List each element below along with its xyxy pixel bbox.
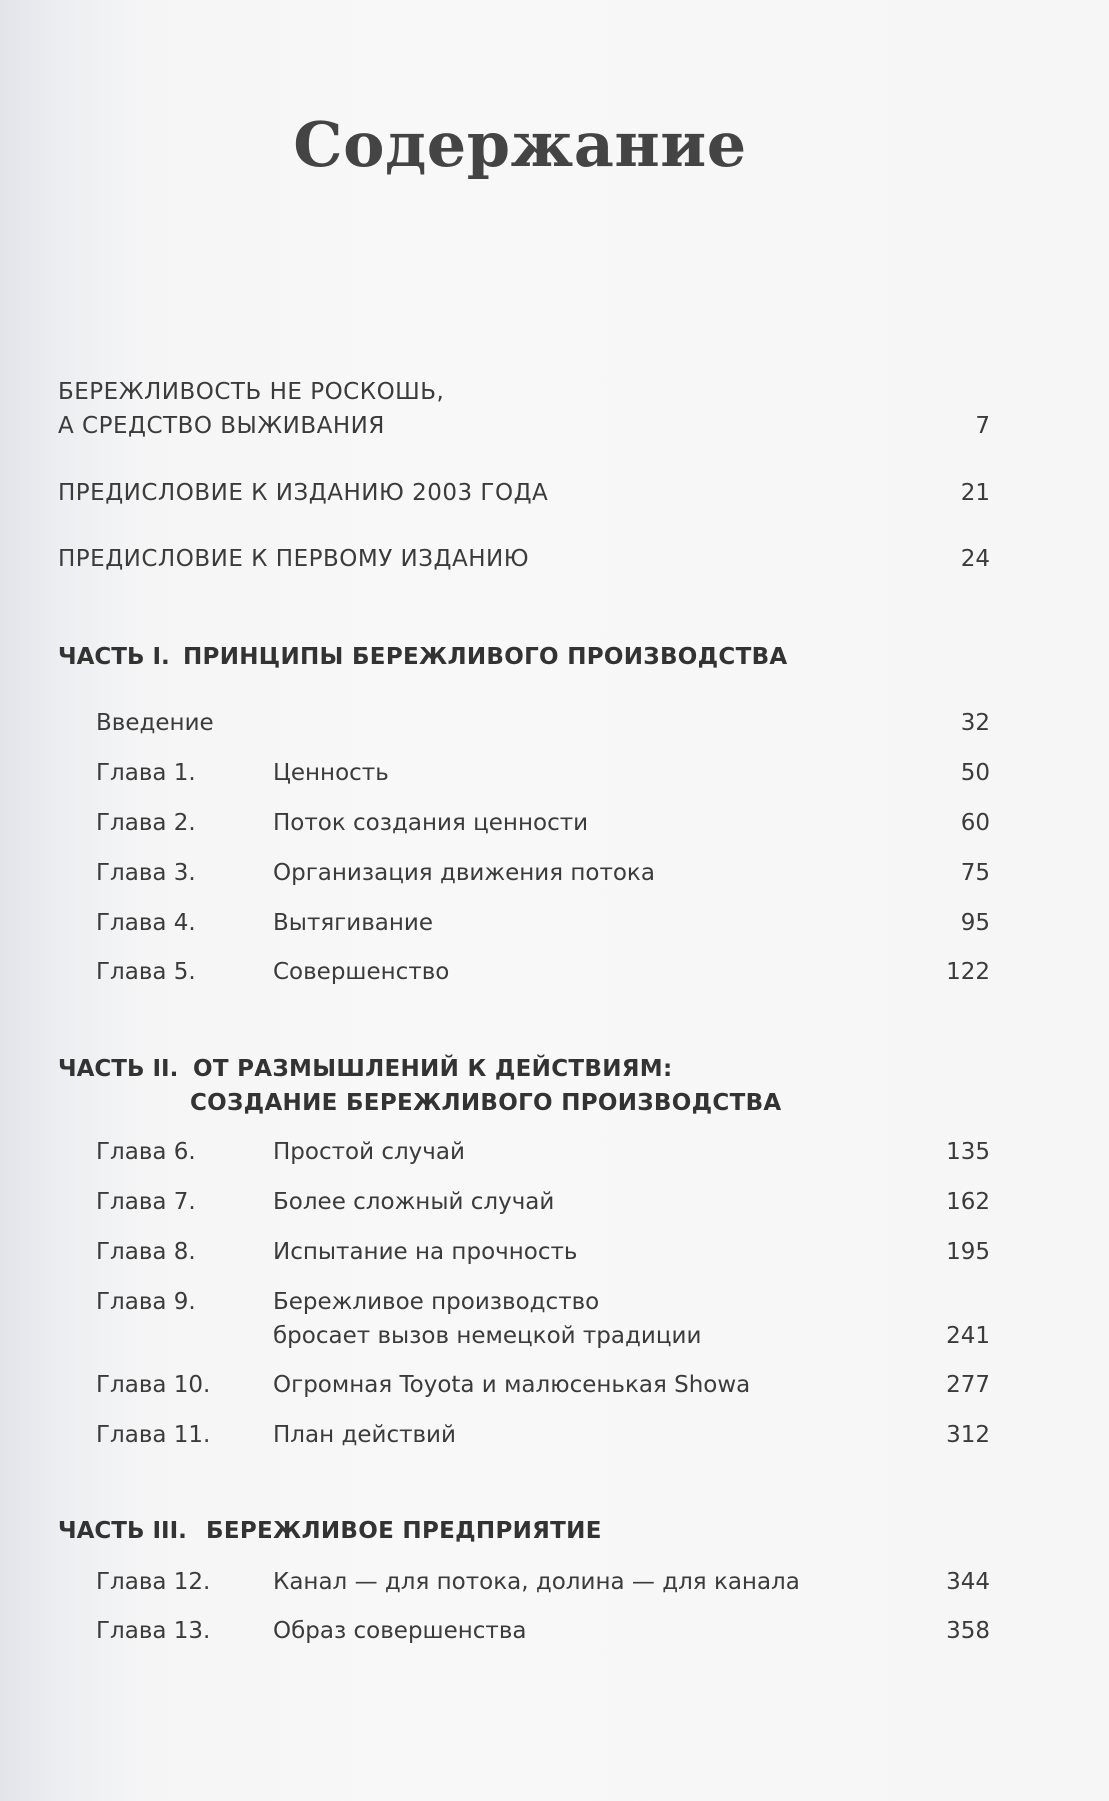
page-number: 135 <box>946 1139 990 1165</box>
chapter-number: Глава 10. <box>96 1372 211 1398</box>
chapter-number: Глава 12. <box>96 1569 211 1595</box>
chapter-title: Более сложный случай <box>273 1189 555 1215</box>
page-number: 7 <box>975 413 990 439</box>
page-number: 122 <box>946 959 990 985</box>
chapter-title: Образ совершенства <box>273 1618 527 1644</box>
page-number: 24 <box>960 546 990 572</box>
page-number: 312 <box>946 1422 990 1448</box>
chapter-number: Глава 5. <box>96 959 196 985</box>
chapter-title: Простой случай <box>273 1139 465 1165</box>
chapter-number: Введение <box>96 710 214 736</box>
chapter-title: Канал — для потока, долина — для канала <box>273 1569 800 1595</box>
page-number: 241 <box>946 1323 990 1349</box>
part-title: ОТ РАЗМЫШЛЕНИЙ К ДЕЙСТВИЯМ: <box>193 1056 673 1082</box>
chapter-title: Совершенство <box>273 959 450 985</box>
page-number: 32 <box>960 710 990 736</box>
part-title: СОЗДАНИЕ БЕРЕЖЛИВОГО ПРОИЗВОДСТВА <box>190 1090 782 1116</box>
chapter-number: Глава 4. <box>96 910 196 936</box>
chapter-number: Глава 11. <box>96 1422 211 1448</box>
chapter-title: Поток создания ценности <box>273 810 589 836</box>
chapter-number: Глава 8. <box>96 1239 196 1265</box>
chapter-number: Глава 2. <box>96 810 196 836</box>
chapter-title: Испытание на прочность <box>273 1239 578 1265</box>
chapter-title: Огромная Toyota и малюсенькая Showa <box>273 1372 751 1398</box>
part-label: ЧАСТЬ III. <box>58 1518 187 1544</box>
page-number: 162 <box>946 1189 990 1215</box>
front-entry-title: ПРЕДИСЛОВИЕ К ПЕРВОМУ ИЗДАНИЮ <box>58 546 530 572</box>
page-number: 60 <box>960 810 990 836</box>
part-label: ЧАСТЬ I. <box>58 644 170 670</box>
page-number: 50 <box>960 760 990 786</box>
chapter-title: Бережливое производство <box>273 1289 600 1315</box>
chapter-title: План действий <box>273 1422 456 1448</box>
chapter-number: Глава 7. <box>96 1189 196 1215</box>
chapter-title: Вытягивание <box>273 910 433 936</box>
part-title: ПРИНЦИПЫ БЕРЕЖЛИВОГО ПРОИЗВОДСТВА <box>183 644 788 670</box>
front-entry-title: А СРЕДСТВО ВЫЖИВАНИЯ <box>58 413 385 439</box>
chapter-number: Глава 1. <box>96 760 196 786</box>
chapter-title: Организация движения потока <box>273 860 655 886</box>
chapter-title: Ценность <box>273 760 389 786</box>
page-title: Содержание <box>293 108 747 181</box>
part-label: ЧАСТЬ II. <box>58 1056 179 1082</box>
chapter-number: Глава 6. <box>96 1139 196 1165</box>
chapter-number: Глава 3. <box>96 860 196 886</box>
page-number: 358 <box>946 1618 990 1644</box>
front-entry-title: ПРЕДИСЛОВИЕ К ИЗДАНИЮ 2003 ГОДА <box>58 480 549 506</box>
page-number: 95 <box>960 910 990 936</box>
chapter-number: Глава 9. <box>96 1289 196 1315</box>
page-number: 344 <box>946 1569 990 1595</box>
page-number: 277 <box>946 1372 990 1398</box>
page-number: 195 <box>946 1239 990 1265</box>
page-number: 21 <box>960 480 990 506</box>
chapter-title-continued: бросает вызов немецкой традиции <box>273 1323 702 1349</box>
part-title: БЕРЕЖЛИВОЕ ПРЕДПРИЯТИЕ <box>206 1518 602 1544</box>
page-number: 75 <box>960 860 990 886</box>
chapter-number: Глава 13. <box>96 1618 211 1644</box>
front-entry-title: БЕРЕЖЛИВОСТЬ НЕ РОСКОШЬ, <box>58 379 445 405</box>
